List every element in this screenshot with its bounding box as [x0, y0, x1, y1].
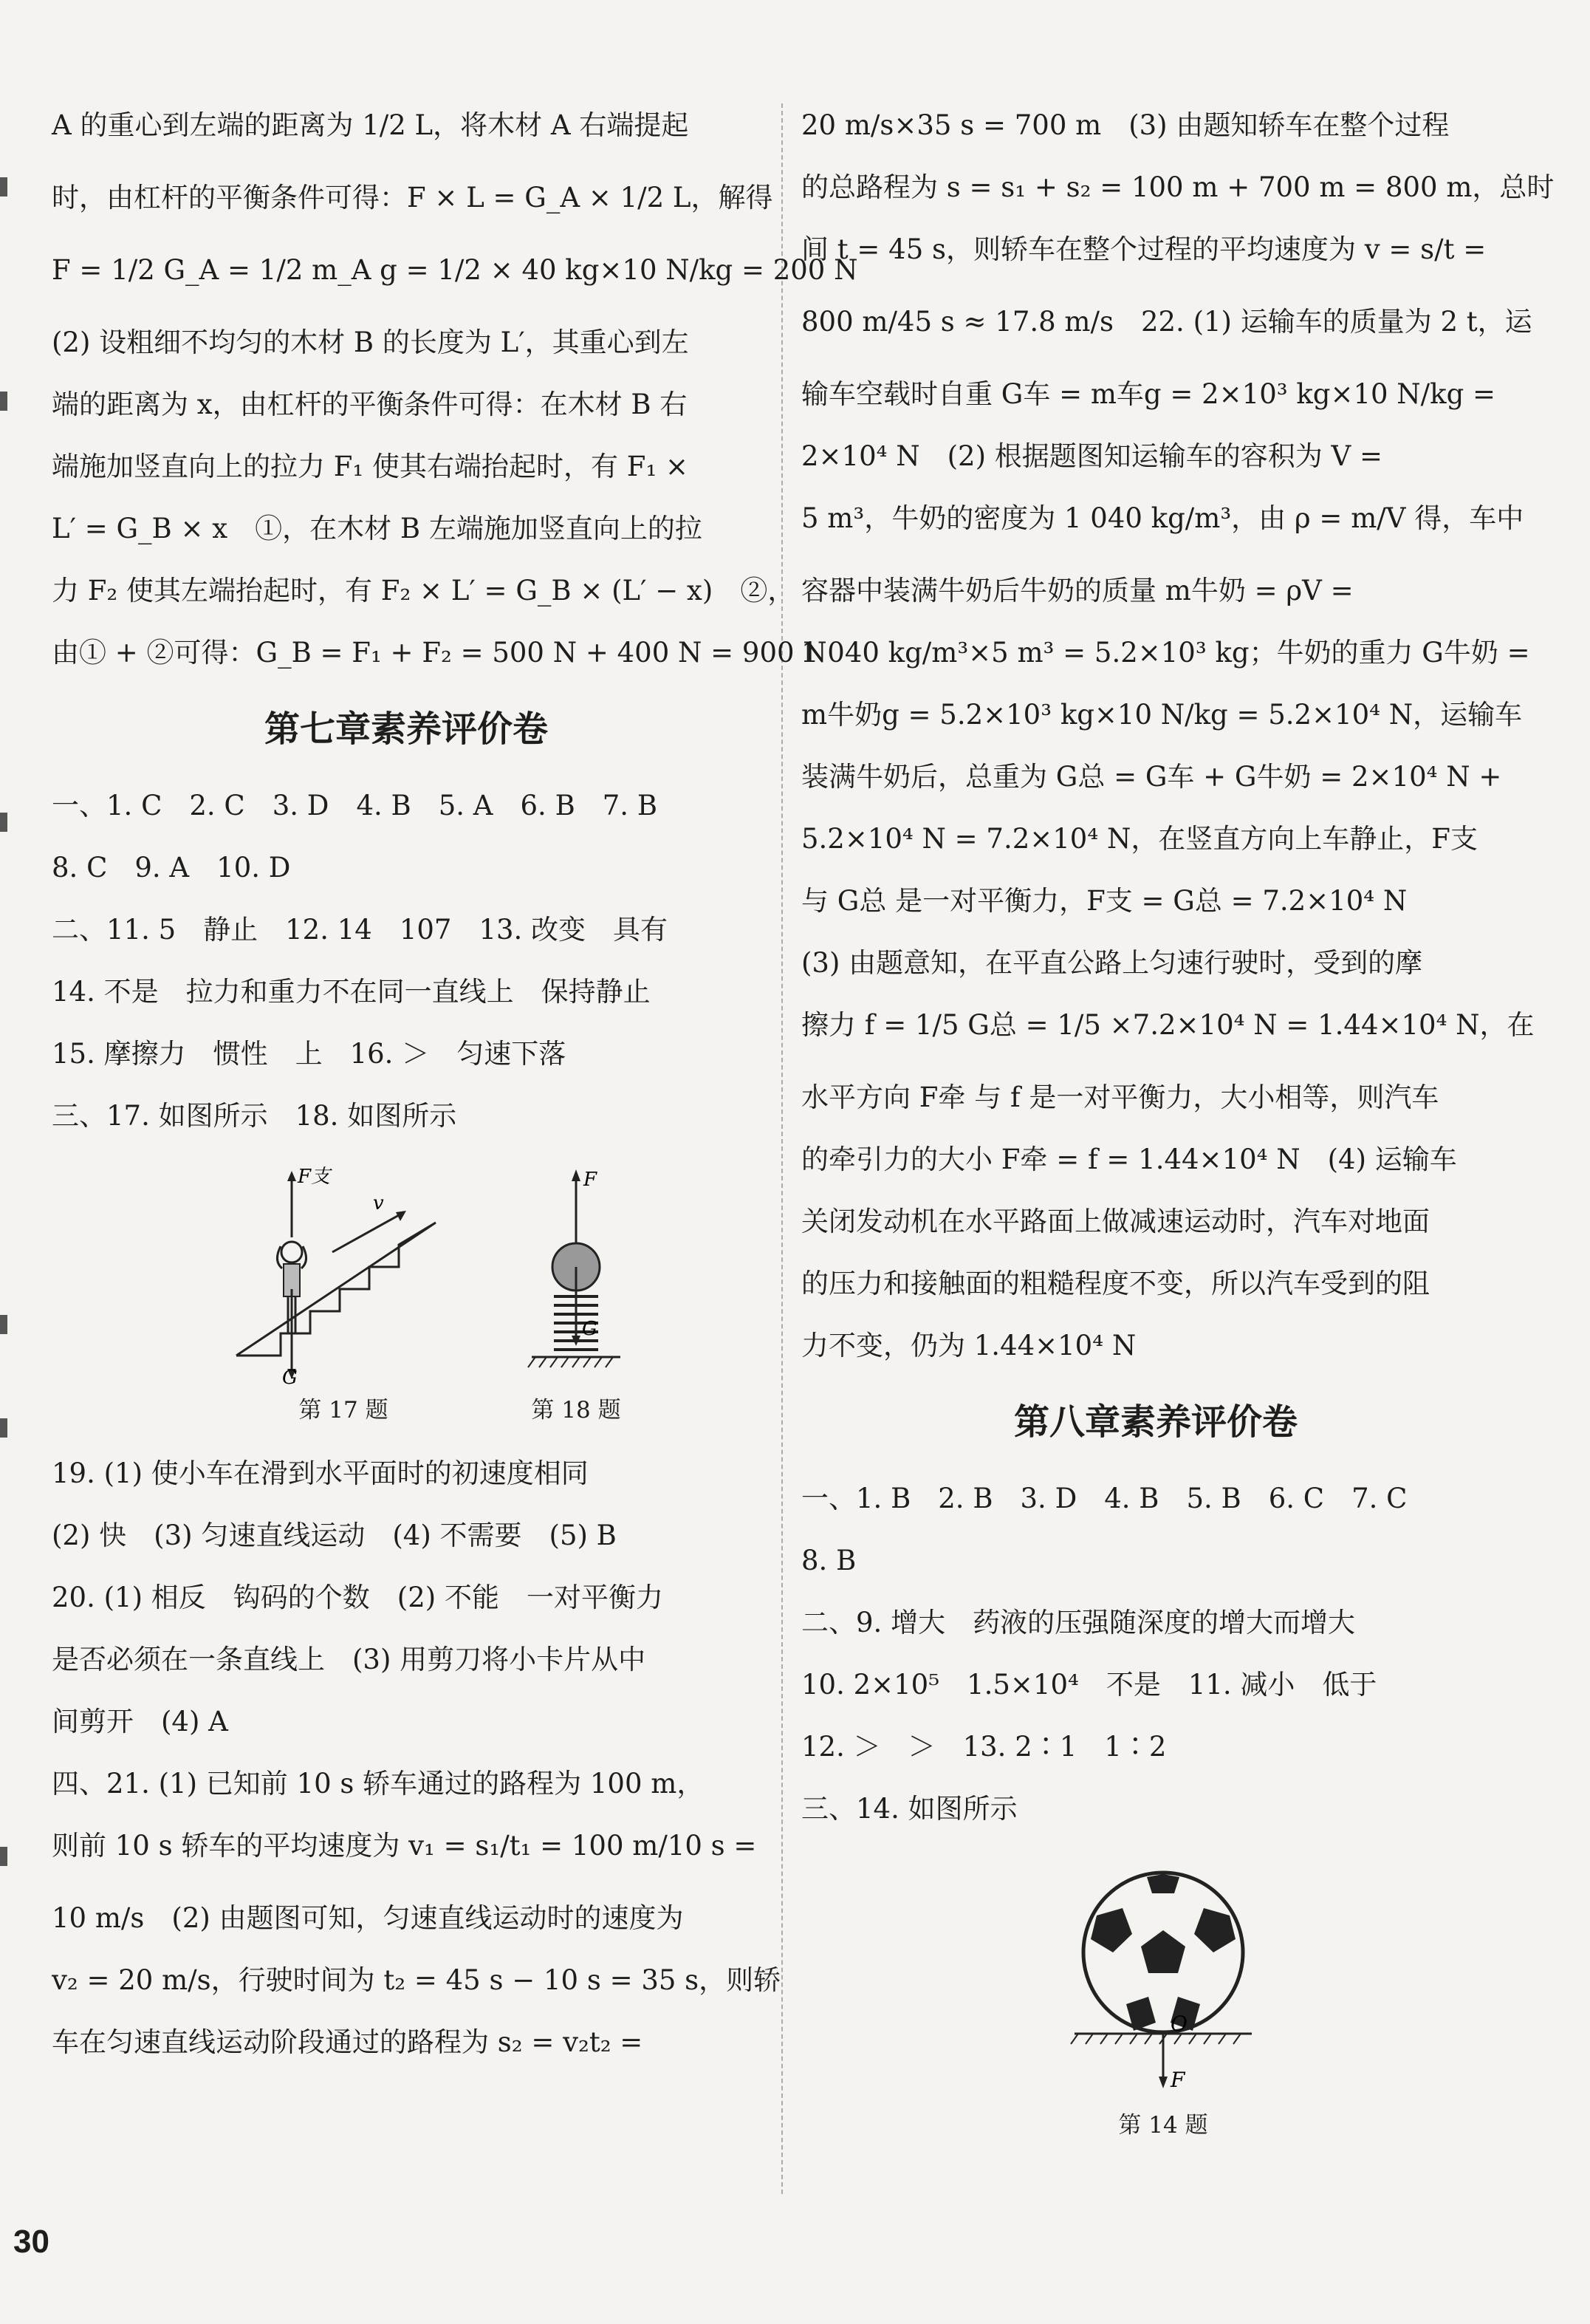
text-line: 5 m³，牛奶的密度为 1 040 kg/m³，由 ρ = m/V 得，车中 — [801, 502, 1524, 534]
support-force-label: F支 — [298, 1166, 331, 1188]
text-line: 由① + ②可得：G_B = F₁ + F₂ = 500 N + 400 N = 900 N — [52, 637, 827, 669]
answer-line: 则前 10 s 轿车的平均速度为 v₁ = s₁/t₁ = 100 m/10 s = — [52, 1830, 757, 1862]
figure-18 — [502, 1163, 650, 1424]
answer-line: 19. (1) 使小车在滑到水平面时的初速度相同 — [52, 1457, 589, 1489]
answer-line: 四、21. (1) 已知前 10 s 轿车通过的路程为 100 m， — [52, 1768, 705, 1800]
text-line: (3) 由题意知，在平直公路上匀速行驶时，受到的摩 — [801, 947, 1423, 979]
text-line: 间 t = 45 s，则轿车在整个过程的平均速度为 v = s/t = — [801, 233, 1487, 265]
girl-head — [281, 1242, 302, 1262]
chapter-7-title: 第七章素养评价卷 — [264, 708, 548, 750]
force-label: F — [583, 1169, 597, 1191]
figure-17 — [222, 1163, 465, 1424]
answer-line: 10 m/s (2) 由题图可知，匀速直线运动时的速度为 — [52, 1902, 684, 1934]
answer-line: 三、14. 如图所示 — [801, 1793, 1018, 1825]
text-line: 输车空载时自重 G车 = m车g = 2×10³ kg×10 N/kg = — [801, 378, 1496, 410]
text-line: m牛奶g = 5.2×10³ kg×10 N/kg = 5.2×10⁴ N，运输车 — [801, 699, 1523, 731]
chapter-8-title: 第八章素养评价卷 — [1013, 1401, 1298, 1443]
answer-line: 12. ＞ ＞ 13. 2∶1 1∶2 — [801, 1731, 1167, 1763]
answer-line: 二、11. 5 静止 12. 14 107 13. 改变 具有 — [52, 914, 668, 946]
text-line: (2) 设粗细不均匀的木材 B 的长度为 L′，其重心到左 — [52, 327, 689, 358]
text-line: 装满牛奶后，总重为 G总 = G车 + G牛奶 = 2×10⁴ N + — [801, 761, 1502, 793]
answer-line: v₂ = 20 m/s，行驶时间为 t₂ = 45 s − 10 s = 35 s，则轿 — [52, 1964, 781, 1996]
answer-line: 20. (1) 相反 钩码的个数 (2) 不能 一对平衡力 — [52, 1582, 663, 1613]
velocity-label: v — [373, 1192, 384, 1214]
text-line: 关闭发动机在水平路面上做减速运动时，汽车对地面 — [801, 1206, 1430, 1237]
text-line: 水平方向 F牵 与 f 是一对平衡力，大小相等，则汽车 — [801, 1081, 1439, 1113]
figure-14-caption: 第 14 题 — [1118, 2112, 1208, 2139]
figure-14 — [1052, 1856, 1274, 2139]
point-label: O — [1171, 2012, 1188, 2036]
column-divider — [781, 103, 783, 2194]
answer-line: 是否必须在一条直线上 (3) 用剪刀将小卡片从中 — [52, 1644, 646, 1675]
answer-line: 间剪开 (4) A — [52, 1706, 228, 1737]
text-line: 端的距离为 x，由杠杆的平衡条件可得：在木材 B 右 — [52, 389, 688, 420]
answer-line: 8. B — [801, 1545, 857, 1576]
text-line: 1 040 kg/m³×5 m³ = 5.2×10³ kg；牛奶的重力 G牛奶 = — [801, 637, 1530, 669]
text-line: 与 G总 是一对平衡力，F支 = G总 = 7.2×10⁴ N — [801, 885, 1408, 917]
text-line: 5.2×10⁴ N = 7.2×10⁴ N，在竖直方向上车静止，F支 — [801, 823, 1478, 855]
text-line: 容器中装满牛奶后牛奶的质量 m牛奶 = ρV = — [801, 575, 1354, 606]
answer-line: 15. 摩擦力 惯性 上 16. ＞ 匀速下落 — [52, 1038, 566, 1070]
right-column — [801, 109, 1555, 2167]
text-line: 时，由杠杆的平衡条件可得：F × L = G_A × 1/2 L，解得 — [52, 182, 773, 213]
text-line: 力不变，仍为 1.44×10⁴ N — [801, 1330, 1137, 1361]
force-label: F — [1171, 2068, 1185, 2092]
text-line: 擦力 f = 1/5 G总 = 1/5 ×7.2×10⁴ N = 1.44×10⁴ N，在 — [801, 1009, 1535, 1041]
answer-line: 8. C 9. A 10. D — [52, 852, 291, 884]
figure-17-caption: 第 17 题 — [298, 1397, 388, 1424]
answer-line: 三、17. 如图所示 18. 如图所示 — [52, 1100, 457, 1132]
text-line: 端施加竖直向上的拉力 F₁ 使其右端抬起时，有 F₁ × — [52, 451, 689, 482]
page-number: 30 — [13, 2224, 49, 2260]
answer-line: 二、9. 增大 药液的压强随深度的增大而增大 — [801, 1607, 1356, 1638]
answer-line: 10. 2×10⁵ 1.5×10⁴ 不是 11. 减小 低于 — [801, 1669, 1377, 1701]
binding-edge-marks — [0, 148, 10, 2216]
ball-spring-diagram — [502, 1163, 650, 1385]
figure-18-caption: 第 18 题 — [531, 1397, 621, 1424]
stairs-girl-diagram — [222, 1163, 465, 1385]
text-line: 800 m/45 s ≈ 17.8 m/s 22. (1) 运输车的质量为 2 t，运 — [801, 306, 1532, 338]
gravity-label: G — [282, 1367, 298, 1385]
text-line: 力 F₂ 使其左端抬起时，有 F₂ × L′ = G_B × (L′ − x) ②， — [52, 575, 795, 606]
answer-line: (2) 快 (3) 匀速直线运动 (4) 不需要 (5) B — [52, 1520, 617, 1551]
text-line: F = 1/2 G_A = 1/2 m_A g = 1/2 × 40 kg×10 N/kg = 200 N — [52, 254, 858, 286]
answer-line: 一、1. C 2. C 3. D 4. B 5. A 6. B 7. B — [52, 790, 658, 821]
answer-line: 车在匀速直线运动阶段通过的路程为 s₂ = v₂t₂ = — [52, 2026, 643, 2058]
football-diagram — [1052, 1856, 1274, 2100]
answer-line: 一、1. B 2. B 3. D 4. B 5. B 6. C 7. C — [801, 1483, 1408, 1514]
text-line: 20 m/s×35 s = 700 m (3) 由题知轿车在整个过程 — [801, 109, 1450, 141]
text-line: 的牵引力的大小 F牵 = f = 1.44×10⁴ N (4) 运输车 — [801, 1144, 1457, 1175]
text-line: 2×10⁴ N (2) 根据题图知运输车的容积为 V = — [801, 440, 1383, 472]
text-line: A 的重心到左端的距离为 1/2 L，将木材 A 右端提起 — [52, 109, 689, 141]
figure-14-row — [801, 1856, 1510, 2137]
text-line: 的总路程为 s = s₁ + s₂ = 100 m + 700 m = 800 m，总时 — [801, 171, 1555, 203]
text-line: 的压力和接触面的粗糙程度不变，所以汽车受到的阻 — [801, 1268, 1430, 1299]
text-line: L′ = G_B × x ①，在木材 B 左端施加竖直向上的拉 — [52, 513, 702, 544]
figures-17-18 — [52, 1163, 761, 1429]
answer-line: 14. 不是 拉力和重力不在同一直线上 保持静止 — [52, 976, 651, 1008]
gravity-label: G — [582, 1318, 597, 1340]
